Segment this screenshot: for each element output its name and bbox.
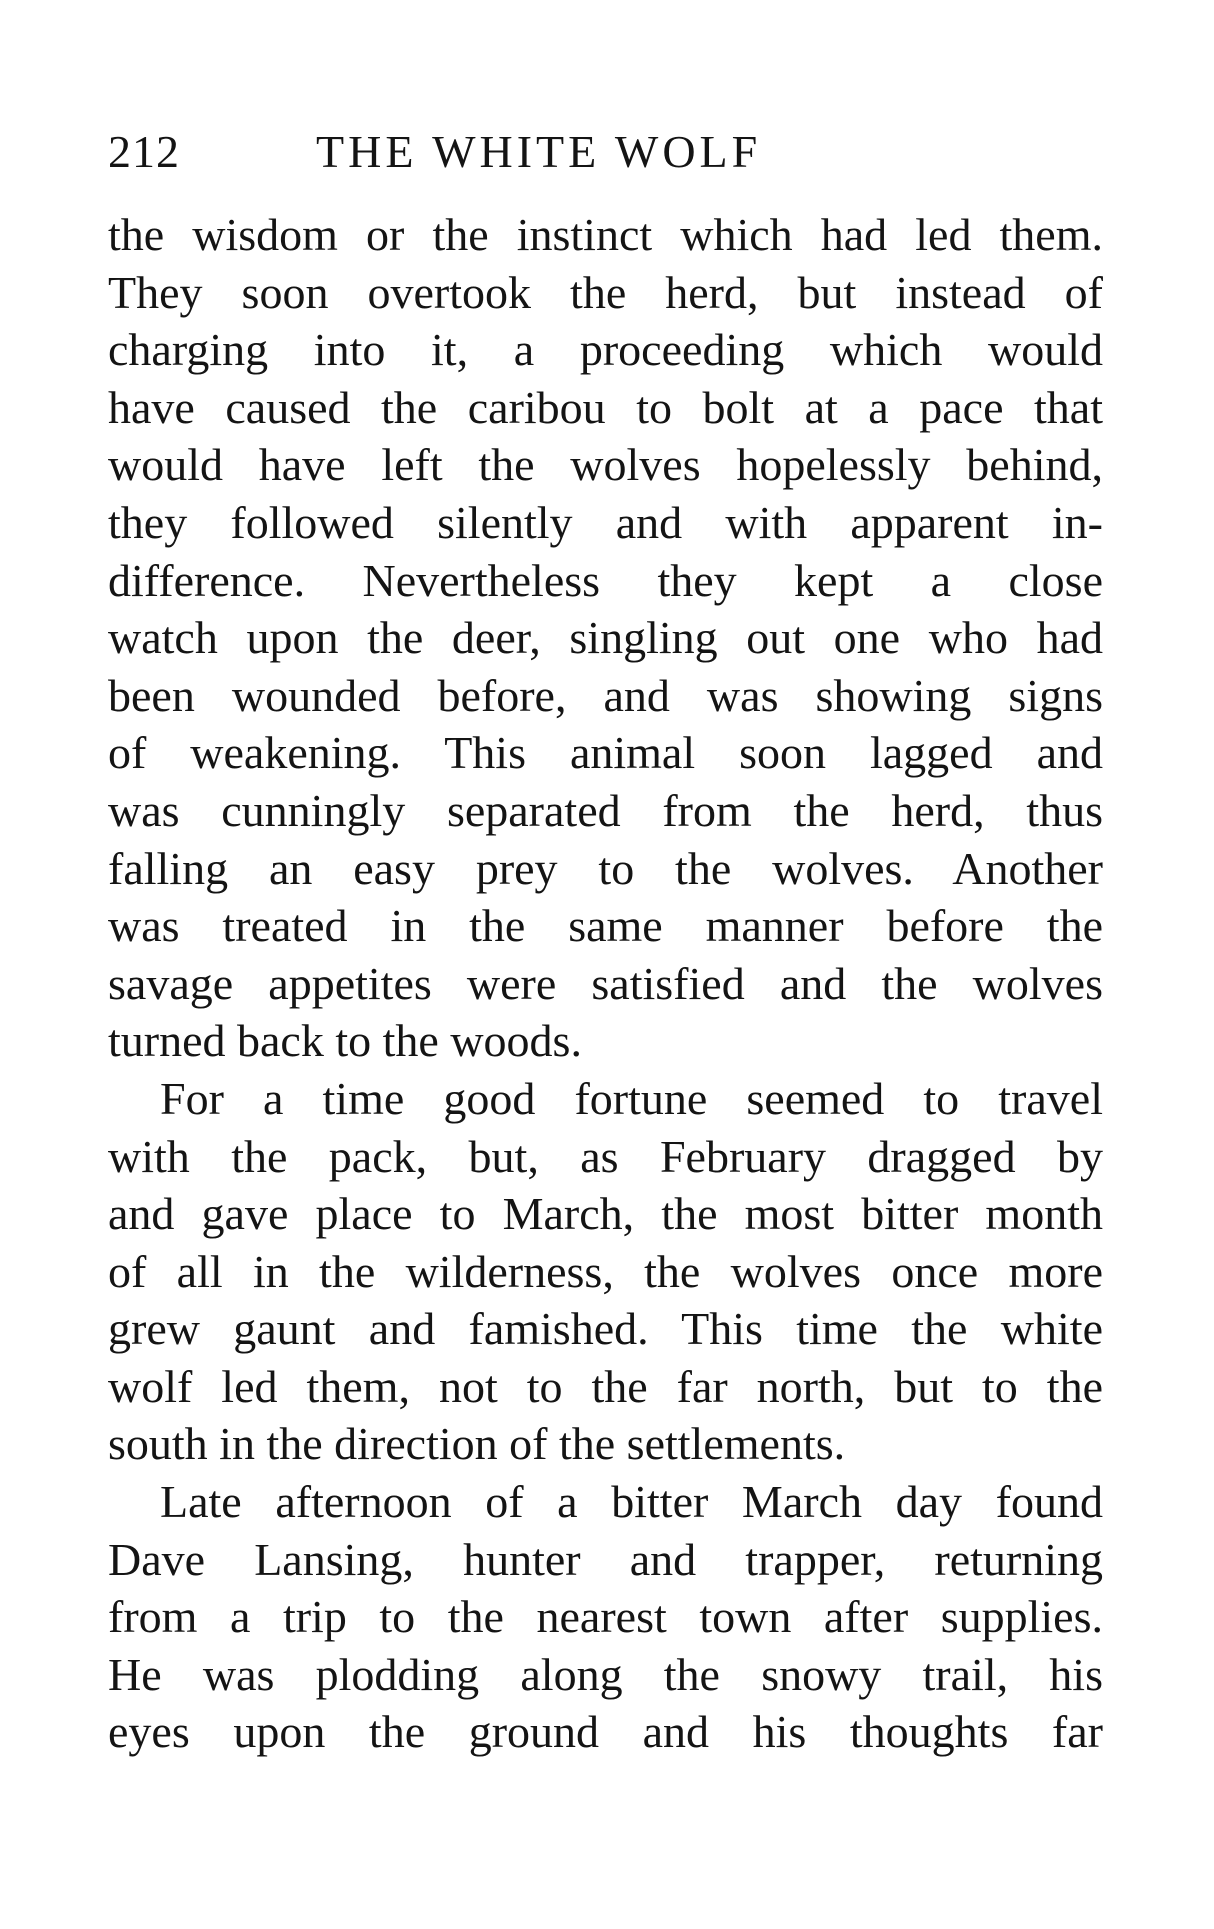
text-line: was treated in the same manner before the <box>108 900 1103 952</box>
text-line: of weakening. This animal soon lagged and <box>108 727 1103 779</box>
text-line: eyes upon the ground and his thoughts far <box>108 1706 1103 1758</box>
body-text <box>108 206 1103 1761</box>
text-line: been wounded before, and was showing signs <box>108 669 1103 721</box>
text-line: the wisdom or the instinct which had led them. <box>108 209 1103 260</box>
paragraph-start-line: For a time good fortune seemed to travel <box>160 1072 1103 1124</box>
text-line: and gave place to March, the most bitter month <box>108 1188 1103 1240</box>
text-line: They soon overtook the herd, but instead of <box>108 266 1103 318</box>
text-line: watch upon the deer, singling out one who had <box>108 612 1103 664</box>
text-line: difference. Nevertheless they kept a close <box>108 554 1103 606</box>
text-line: falling an easy prey to the wolves. Another <box>108 842 1103 894</box>
paragraph-end-line: south in the direction of the settlements. <box>108 1418 846 1470</box>
text-line: with the pack, but, as February dragged by <box>108 1130 1103 1182</box>
text-line: Dave Lansing, hunter and trapper, returning <box>108 1533 1103 1585</box>
running-head <box>108 122 1098 182</box>
text-line: He was plodding along the snowy trail, his <box>108 1648 1103 1700</box>
text-line: would have left the wolves hopelessly behind, <box>108 439 1103 491</box>
paragraph-start-line: Late afternoon of a bitter March day found <box>160 1476 1103 1528</box>
text-line: have caused the caribou to bolt at a pace that <box>108 381 1103 433</box>
text-line: charging into it, a proceeding which would <box>108 324 1103 376</box>
text-line: of all in the wilderness, the wolves once more <box>108 1245 1103 1297</box>
book-title: THE WHITE WOLF <box>316 126 762 177</box>
text-line: from a trip to the nearest town after supplies. <box>108 1591 1103 1643</box>
paragraph-end-line: turned back to the woods. <box>108 1015 582 1067</box>
text-line: wolf led them, not to the far north, but to the <box>108 1360 1103 1412</box>
text-line: savage appetites were satisfied and the wolves <box>108 957 1103 1009</box>
text-line: was cunningly separated from the herd, thus <box>108 784 1103 836</box>
text-line: they followed silently and with apparent in- <box>108 496 1103 548</box>
text-line: grew gaunt and famished. This time the white <box>108 1303 1103 1355</box>
page-number: 212 <box>108 126 180 177</box>
